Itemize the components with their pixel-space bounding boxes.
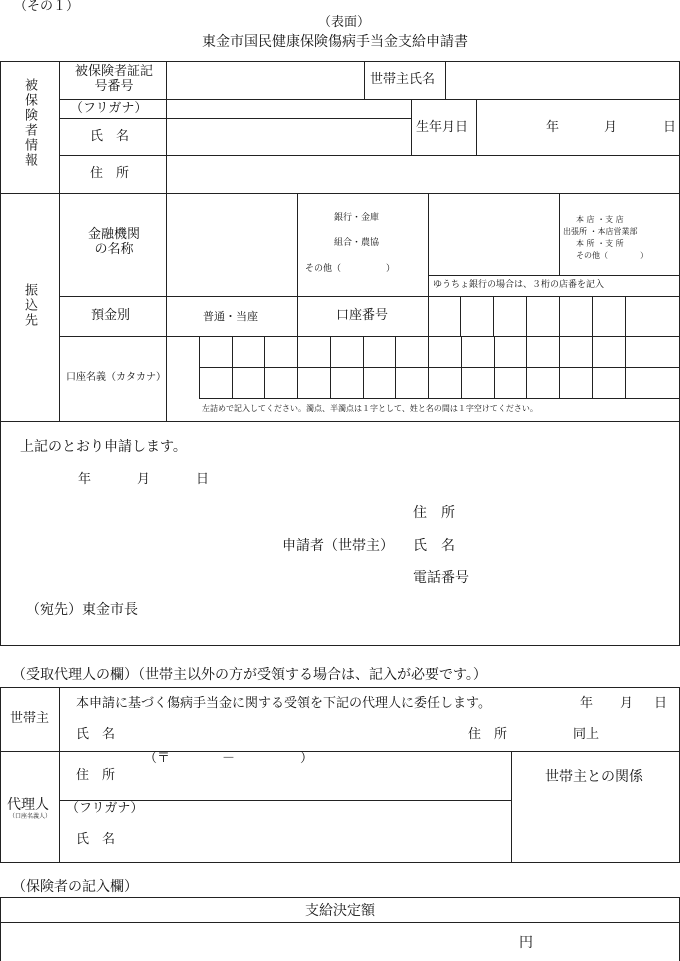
bank-name-label: 金融機関の名称: [87, 227, 140, 257]
cert-number-label: 被保険者証記号番号: [74, 64, 153, 94]
section-transfer: 振込先: [21, 283, 37, 328]
cert-number-field[interactable]: [167, 62, 363, 98]
delegation-month-unit: 月: [620, 696, 634, 711]
delegation-day-unit: 日: [654, 696, 668, 711]
account-number-label: 口座番号: [336, 308, 389, 323]
insurer-heading: （保険者の記入欄）: [12, 879, 138, 895]
account-holder-grid[interactable]: [199, 336, 680, 398]
bank-type-2: 組合・農協: [334, 238, 380, 248]
application-month-unit: 月: [137, 472, 151, 487]
name-label: 氏 名: [90, 129, 130, 144]
agent-name-label: 氏 名: [76, 832, 116, 847]
address-field[interactable]: [167, 156, 679, 192]
birth-day-unit: 日: [663, 120, 677, 135]
birth-year-unit: 年: [546, 120, 560, 135]
agent-sublabel: （口座名義人）: [9, 813, 52, 820]
postal-code-field[interactable]: （〒 － ）: [144, 751, 314, 766]
branch-name-field[interactable]: [429, 194, 558, 274]
delegation-year-unit: 年: [580, 696, 594, 711]
householder-name-field[interactable]: [446, 62, 679, 98]
account-number-boxes[interactable]: [428, 296, 680, 336]
account-holder-label: 口座名義（カタカナ）: [66, 372, 166, 383]
agent-label: 代理人: [7, 797, 49, 813]
branch-type-4: その他（ ）: [576, 251, 648, 260]
agent-address-label: 住 所: [76, 768, 116, 783]
form-side: （表面）: [318, 15, 371, 30]
birthdate-label: 生年月日: [416, 120, 469, 135]
bank-type-1: 銀行・金庫: [334, 213, 380, 223]
account-holder-note: 左詰めで記入してください。濁点、半濁点は１字として、姓と名の間は１字空けてください。: [202, 404, 538, 413]
branch-type-2: 出張所 ・本店営業部: [563, 227, 638, 236]
yen-unit: 円: [519, 935, 533, 951]
page-title: 東金市国民健康保険傷病手当金支給申請書: [202, 34, 468, 50]
furigana-label: （フリガナ）: [70, 101, 148, 116]
relation-label: 世帯主との関係: [545, 769, 643, 785]
application-statement: 上記のとおり申請します。: [20, 439, 187, 455]
form-number: （その１）: [14, 0, 80, 14]
yucho-note: ゆうちょ銀行の場合は、３桁の店番を記入: [433, 280, 605, 290]
application-day-unit: 日: [196, 472, 210, 487]
amount-label: 支給決定額: [305, 903, 375, 919]
proxy-heading: （受取代理人の欄）（世帯主以外の方が受領する場合は、記入が必要です。）: [12, 667, 487, 683]
agent-furigana-label: （フリガナ）: [66, 801, 144, 816]
addressee: （宛先）東金市長: [26, 602, 138, 618]
applicant-name-label: 氏 名: [413, 538, 455, 554]
applicant-phone-label: 電話番号: [413, 570, 469, 586]
same-as-above: 同上: [573, 727, 600, 742]
proxy-householder-address-label: 住 所: [468, 727, 508, 742]
proxy-householder-name-label: 氏 名: [76, 727, 116, 742]
bank-type-3: その他（ ）: [305, 264, 396, 274]
branch-type-1: 本 店 ・支 店: [576, 215, 624, 224]
deposit-types[interactable]: 普通・当座: [203, 310, 258, 323]
furigana-field[interactable]: [167, 100, 410, 117]
address-label: 住 所: [90, 166, 130, 181]
delegation-text: 本申請に基づく傷病手当金に関する受領を下記の代理人に委任します。: [76, 696, 491, 711]
birth-month-unit: 月: [604, 120, 618, 135]
bank-name-field[interactable]: [167, 194, 296, 295]
branch-type-3: 本 所 ・支 所: [576, 239, 624, 248]
deposit-type-label: 預金別: [91, 308, 131, 323]
applicant-label: 申請者（世帯主）: [282, 538, 394, 554]
proxy-householder-label: 世帯主: [10, 711, 50, 726]
section-insured: 被保険者情報: [21, 78, 37, 168]
application-year-unit: 年: [78, 472, 92, 487]
name-field[interactable]: [167, 119, 410, 154]
applicant-address-label: 住 所: [413, 505, 455, 521]
householder-name-label: 世帯主氏名: [370, 72, 436, 87]
